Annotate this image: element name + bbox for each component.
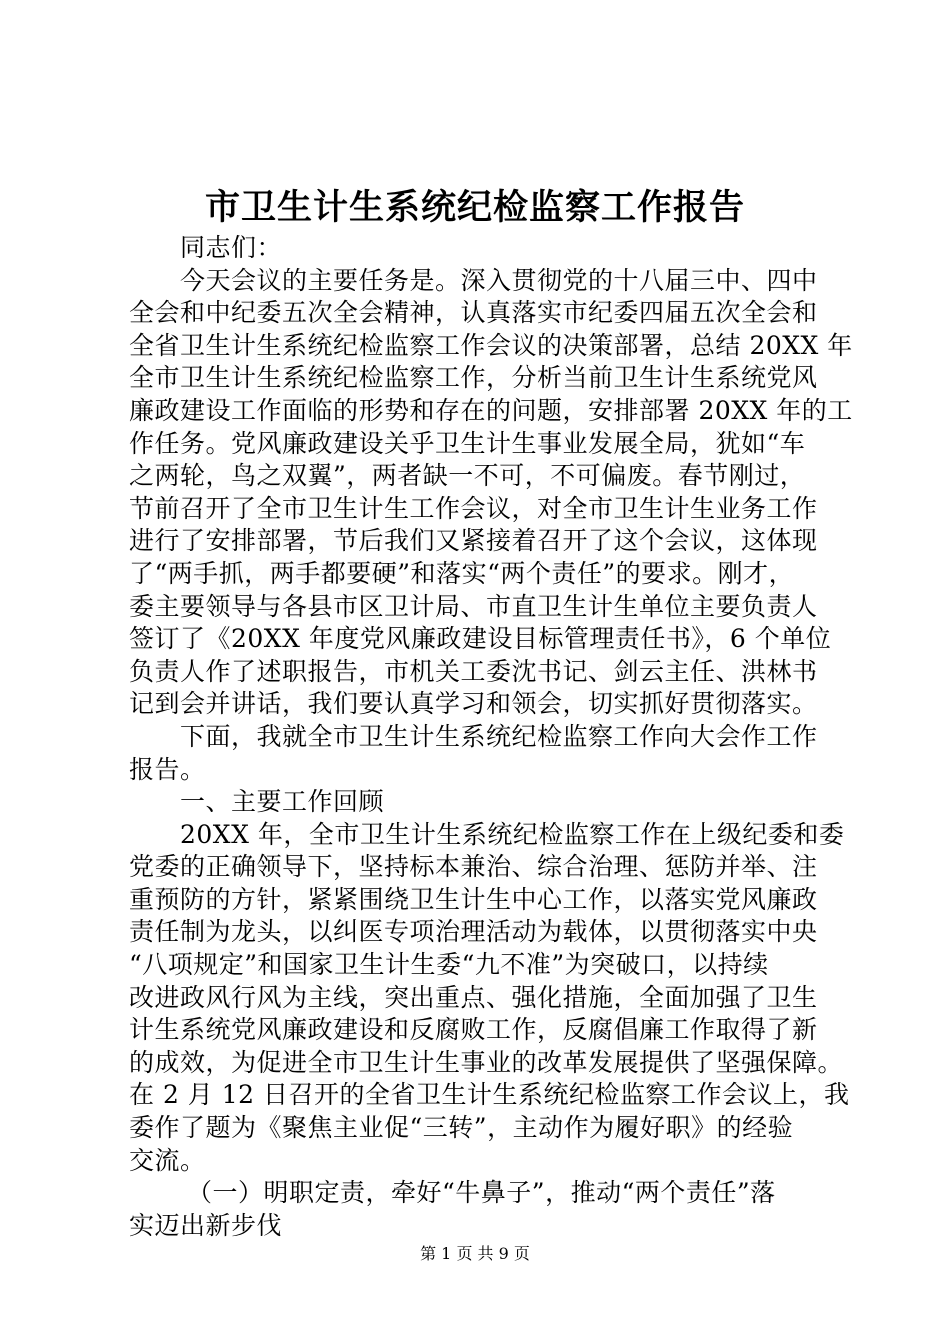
paragraph-line: 之两轮，鸟之双翼”，两者缺一不可，不可偏废。春节刚过， bbox=[129, 461, 806, 491]
paragraph-line: 20XX 年，全市卫生计生系统纪检监察工作在上级纪委和委 bbox=[180, 819, 845, 849]
paragraph-line: 在 2 月 12 日召开的全省卫生计生系统纪检监察工作会议上，我 bbox=[129, 1080, 850, 1110]
paragraph-line: “八项规定”和国家卫生计生委“九不准”为突破口，以持续 bbox=[129, 950, 769, 980]
paragraph-line: 全省卫生计生系统纪检监察工作会议的决策部署，总结 20XX 年 bbox=[129, 330, 853, 360]
paragraph-line: 作任务。党风廉政建设关乎卫生计生事业发展全局，犹如“车 bbox=[129, 428, 806, 458]
paragraph-line: 进行了安排部署，节后我们又紧接着召开了这个会议，这体现 bbox=[129, 526, 818, 556]
paragraph-line: 计生系统党风廉政建设和反腐败工作，反腐倡廉工作取得了新 bbox=[129, 1015, 818, 1045]
subsection-heading-continued: 实迈出新步伐 bbox=[129, 1210, 283, 1240]
salutation: 同志们： bbox=[180, 233, 283, 262]
paragraph-line: 委主要领导与各县市区卫计局、市直卫生计生单位主要负责人 bbox=[129, 591, 818, 621]
page-number-footer: 第 1 页 共 9 页 bbox=[420, 1244, 530, 1263]
paragraph-line: 记到会并讲话，我们要认真学习和领会，切实抓好贯彻落实。 bbox=[129, 689, 818, 719]
document-body bbox=[129, 232, 853, 1242]
paragraph-line: 委作了题为《聚焦主业促“三转”，主动作为履好职》的经验 bbox=[129, 1113, 794, 1143]
paragraph-line: 节前召开了全市卫生计生工作会议，对全市卫生计生业务工作 bbox=[129, 493, 818, 523]
paragraph-line: 交流。 bbox=[129, 1145, 206, 1175]
section-heading: 一、主要工作回顾 bbox=[180, 787, 385, 817]
paragraph-line: 重预防的方针，紧紧围绕卫生计生中心工作，以落实党风廉政 bbox=[129, 884, 818, 914]
paragraph-line: 责任制为龙头，以纠医专项治理活动为载体，以贯彻落实中央 bbox=[129, 917, 818, 947]
paragraph-line: 全会和中纪委五次全会精神，认真落实市纪委四届五次全会和 bbox=[129, 298, 818, 328]
paragraph-line: 报告。 bbox=[129, 754, 206, 784]
paragraph-line: 今天会议的主要任务是。深入贯彻党的十八届三中、四中 bbox=[180, 265, 818, 295]
subsection-heading: （一）明职定责，牵好“牛鼻子”，推动“两个责任”落 bbox=[187, 1178, 776, 1208]
paragraph-line: 负责人作了述职报告，市机关工委沈书记、剑云主任、洪林书 bbox=[129, 656, 818, 686]
paragraph-line: 签订了《20XX 年度党风廉政建设目标管理责任书》，6 个单位 bbox=[129, 624, 832, 654]
paragraph-line: 廉政建设工作面临的形势和存在的问题，安排部署 20XX 年的工 bbox=[129, 395, 853, 425]
paragraph-line: 下面，我就全市卫生计生系统纪检监察工作向大会作工作 bbox=[180, 721, 818, 751]
document-title: 市卫生计生系统纪检监察工作报告 bbox=[204, 187, 745, 228]
paragraph-line: 全市卫生计生系统纪检监察工作，分析当前卫生计生系统党风 bbox=[129, 363, 818, 393]
paragraph-line: 的成效，为促进全市卫生计生事业的改革发展提供了坚强保障。 bbox=[129, 1047, 844, 1077]
paragraph-line: 党委的正确领导下，坚持标本兼治、综合治理、惩防并举、注 bbox=[129, 852, 818, 882]
paragraph-line: 了“两手抓，两手都要硬”和落实“两个责任”的要求。刚才， bbox=[129, 558, 795, 588]
paragraph-line: 改进政风行风为主线，突出重点、强化措施，全面加强了卫生 bbox=[129, 982, 818, 1012]
